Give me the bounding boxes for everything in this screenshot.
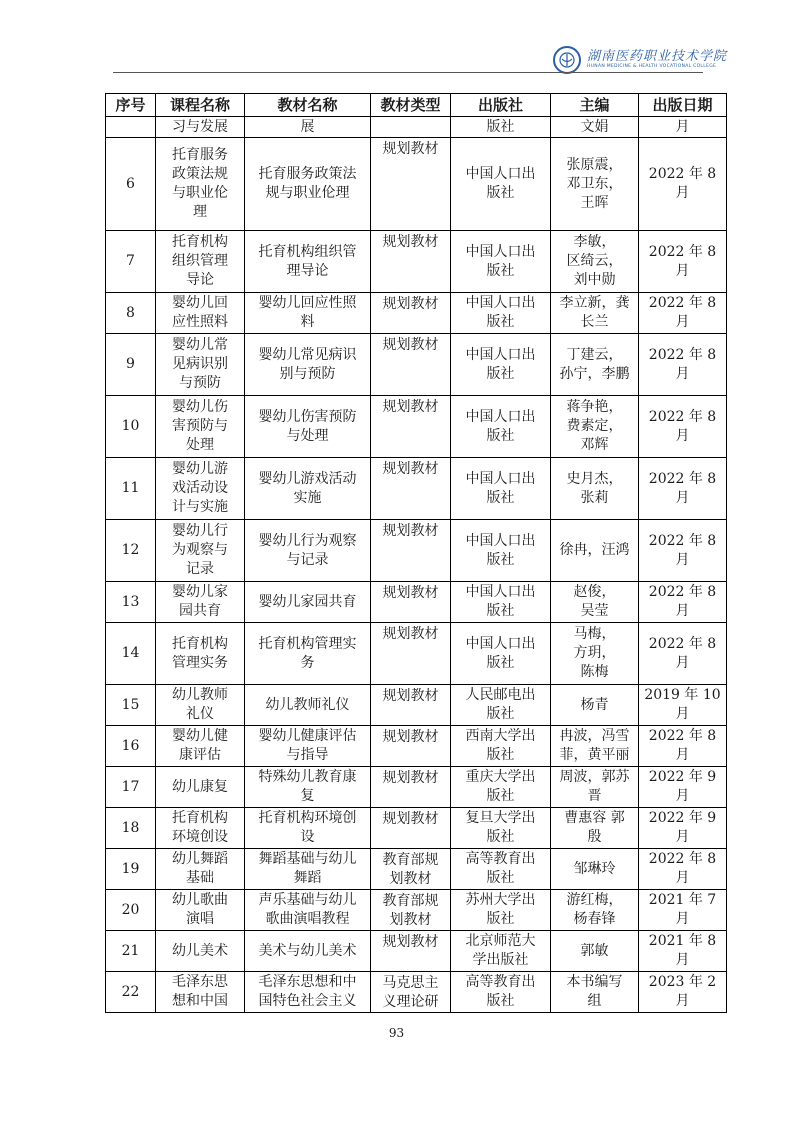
cell-course: 托育服务 政策法规 与职业伦 理 — [156, 138, 245, 231]
table-row — [106, 931, 727, 972]
cell-type: 规划教材 — [371, 138, 451, 231]
cell-number: 9 — [106, 334, 156, 396]
cell-book: 毛泽东思想和中 国特色社会主义 — [245, 972, 371, 1013]
cell-date: 2019 年 10 月 — [639, 685, 727, 726]
table-row — [106, 334, 727, 396]
cell-date: 2022 年 8 月 — [639, 849, 727, 890]
table-row — [106, 231, 727, 293]
table-row — [106, 972, 727, 1013]
column-header-type: 教材类型 — [371, 94, 451, 117]
cell-book: 托育机构管理实 务 — [245, 623, 371, 685]
cell-editor: 文娟 — [551, 117, 639, 138]
cell-publisher: 高等教育出 版社 — [451, 972, 551, 1013]
cell-editor: 李敏， 区绮云， 刘中勋 — [551, 231, 639, 293]
cell-course: 婴幼儿常 见病识别 与预防 — [156, 334, 245, 396]
cell-course: 幼儿舞蹈 基础 — [156, 849, 245, 890]
cell-book: 婴幼儿回应性照 料 — [245, 293, 371, 334]
cell-editor: 张原震， 邓卫东， 王晖 — [551, 138, 639, 231]
table-row — [106, 582, 727, 623]
column-header-editor: 主编 — [551, 94, 639, 117]
cell-course: 托育机构 组织管理 导论 — [156, 231, 245, 293]
cell-number: 18 — [106, 808, 156, 849]
cell-date: 2022 年 8 月 — [639, 293, 727, 334]
cell-date: 2022 年 8 月 — [639, 458, 727, 520]
cell-date: 2022 年 8 月 — [639, 334, 727, 396]
cell-publisher: 苏州大学出 版社 — [451, 890, 551, 931]
cell-editor: 邹琳玲 — [551, 849, 639, 890]
cell-date: 2022 年 8 月 — [639, 582, 727, 623]
table-row — [106, 849, 727, 890]
page-number: 93 — [388, 1026, 405, 1040]
cell-book: 婴幼儿伤害预防 与处理 — [245, 396, 371, 458]
cell-book: 舞蹈基础与幼儿 舞蹈 — [245, 849, 371, 890]
column-header-course: 课程名称 — [156, 94, 245, 117]
cell-course: 婴幼儿游 戏活动设 计与实施 — [156, 458, 245, 520]
cell-course: 幼儿康复 — [156, 767, 245, 808]
cell-date: 2022 年 8 月 — [639, 726, 727, 767]
cell-book: 特殊幼儿教育康 复 — [245, 767, 371, 808]
cell-publisher: 中国人口出 版社 — [451, 334, 551, 396]
cell-type: 规划教材 — [371, 458, 451, 520]
logo-english-name: HUNAN MEDICINE & HEALTH VOCATIONAL COLLEGE — [587, 64, 717, 70]
cell-book: 托育机构组织管 理导论 — [245, 231, 371, 293]
cell-editor: 周波，郭苏 晋 — [551, 767, 639, 808]
table-row — [106, 808, 727, 849]
cell-book: 婴幼儿常见病识 别与预防 — [245, 334, 371, 396]
cell-date: 2022 年 9 月 — [639, 767, 727, 808]
cell-editor: 郭敏 — [551, 931, 639, 972]
cell-course: 婴幼儿行 为观察与 记录 — [156, 520, 245, 582]
cell-book: 婴幼儿家园共育 — [245, 582, 371, 623]
cell-date: 2021 年 7 月 — [639, 890, 727, 931]
college-logo — [553, 46, 727, 74]
cell-book: 托育机构环境创 设 — [245, 808, 371, 849]
cell-course: 毛泽东思 想和中国 — [156, 972, 245, 1013]
table-body — [106, 117, 727, 1013]
cell-editor: 赵俊， 吴莹 — [551, 582, 639, 623]
cell-date: 2022 年 8 月 — [639, 138, 727, 231]
table-row — [106, 520, 727, 582]
cell-editor: 曹惠容 郭 殷 — [551, 808, 639, 849]
cell-course: 婴幼儿家 园共育 — [156, 582, 245, 623]
cell-date: 2023 年 2 月 — [639, 972, 727, 1013]
cell-editor: 徐冉，汪鸿 — [551, 520, 639, 582]
cell-date: 2022 年 8 月 — [639, 231, 727, 293]
cell-type: 规划教材 — [371, 396, 451, 458]
cell-editor: 冉波，冯雪 菲，黄平丽 — [551, 726, 639, 767]
table-row — [106, 685, 727, 726]
table-row — [106, 396, 727, 458]
table-row — [106, 767, 727, 808]
logo-chinese-name: 湖南医药职业技术学院 — [587, 49, 728, 65]
cell-course: 托育机构 管理实务 — [156, 623, 245, 685]
column-header-publisher: 出版社 — [451, 94, 551, 117]
cell-publisher: 中国人口出 版社 — [451, 623, 551, 685]
cell-course: 幼儿教师 礼仪 — [156, 685, 245, 726]
cell-publisher: 中国人口出 版社 — [451, 231, 551, 293]
cell-editor: 马梅， 方玥， 陈梅 — [551, 623, 639, 685]
cell-type: 规划教材 — [371, 293, 451, 334]
cell-publisher: 中国人口出 版社 — [451, 138, 551, 231]
cell-number: 6 — [106, 138, 156, 231]
cell-publisher: 中国人口出 版社 — [451, 293, 551, 334]
cell-date: 2022 年 8 月 — [639, 396, 727, 458]
cell-publisher: 高等教育出 版社 — [451, 849, 551, 890]
cell-type: 马克思主 义理论研 — [371, 972, 451, 1013]
table-row — [106, 117, 727, 138]
cell-number: 19 — [106, 849, 156, 890]
cell-number: 12 — [106, 520, 156, 582]
cell-course: 婴幼儿伤 害预防与 处理 — [156, 396, 245, 458]
cell-book: 展 — [245, 117, 371, 138]
table-row — [106, 623, 727, 685]
cell-book: 婴幼儿游戏活动 实施 — [245, 458, 371, 520]
cell-number: 7 — [106, 231, 156, 293]
cell-type: 规划教材 — [371, 808, 451, 849]
cell-type: 规划教材 — [371, 231, 451, 293]
cell-course: 婴幼儿回 应性照料 — [156, 293, 245, 334]
column-header-number: 序号 — [106, 94, 156, 117]
cell-book: 婴幼儿行为观察 与记录 — [245, 520, 371, 582]
cell-publisher: 中国人口出 版社 — [451, 458, 551, 520]
cell-publisher: 人民邮电出 版社 — [451, 685, 551, 726]
cell-number: 17 — [106, 767, 156, 808]
cell-type: 教育部规 划教材 — [371, 849, 451, 890]
cell-editor: 杨青 — [551, 685, 639, 726]
cell-book: 幼儿教师礼仪 — [245, 685, 371, 726]
cell-number: 21 — [106, 931, 156, 972]
cell-type: 规划教材 — [371, 334, 451, 396]
cell-course: 幼儿歌曲 演唱 — [156, 890, 245, 931]
cell-type: 规划教材 — [371, 931, 451, 972]
cell-book: 托育服务政策法 规与职业伦理 — [245, 138, 371, 231]
cell-publisher: 北京师范大 学出版社 — [451, 931, 551, 972]
cell-book: 婴幼儿健康评估 与指导 — [245, 726, 371, 767]
cell-editor: 本书编写 组 — [551, 972, 639, 1013]
cell-publisher: 中国人口出 版社 — [451, 582, 551, 623]
cell-type: 规划教材 — [371, 582, 451, 623]
table-row — [106, 726, 727, 767]
cell-date: 2022 年 8 月 — [639, 623, 727, 685]
cell-number: 15 — [106, 685, 156, 726]
cell-course: 习与发展 — [156, 117, 245, 138]
cell-publisher: 重庆大学出 版社 — [451, 767, 551, 808]
cell-editor: 蒋争艳， 费素定， 邓辉 — [551, 396, 639, 458]
cell-number — [106, 117, 156, 138]
table-row — [106, 293, 727, 334]
cell-course: 幼儿美术 — [156, 931, 245, 972]
cell-number: 8 — [106, 293, 156, 334]
cell-type: 规划教材 — [371, 520, 451, 582]
cell-type — [371, 117, 451, 138]
cell-publisher: 版社 — [451, 117, 551, 138]
college-emblem-icon — [553, 46, 581, 74]
cell-date: 月 — [639, 117, 727, 138]
cell-number: 14 — [106, 623, 156, 685]
table-header-row — [106, 94, 727, 117]
cell-date: 2022 年 8 月 — [639, 520, 727, 582]
cell-publisher: 中国人口出 版社 — [451, 520, 551, 582]
cell-book: 声乐基础与幼儿 歌曲演唱教程 — [245, 890, 371, 931]
cell-editor: 游红梅， 杨春锋 — [551, 890, 639, 931]
cell-number: 22 — [106, 972, 156, 1013]
table-row — [106, 458, 727, 520]
cell-number: 10 — [106, 396, 156, 458]
cell-type: 教育部规 划教材 — [371, 890, 451, 931]
column-header-date: 出版日期 — [639, 94, 727, 117]
cell-type: 规划教材 — [371, 767, 451, 808]
textbook-table — [105, 93, 727, 1013]
cell-type: 规划教材 — [371, 685, 451, 726]
cell-editor: 丁建云， 孙宁，李鹏 — [551, 334, 639, 396]
cell-editor: 李立新，龚 长兰 — [551, 293, 639, 334]
header-divider — [113, 72, 703, 73]
cell-number: 11 — [106, 458, 156, 520]
cell-course: 托育机构 环境创设 — [156, 808, 245, 849]
table-row — [106, 890, 727, 931]
cell-type: 规划教材 — [371, 726, 451, 767]
cell-date: 2021 年 8 月 — [639, 931, 727, 972]
cell-date: 2022 年 9 月 — [639, 808, 727, 849]
cell-type: 规划教材 — [371, 623, 451, 685]
column-header-book: 教材名称 — [245, 94, 371, 117]
cell-book: 美术与幼儿美术 — [245, 931, 371, 972]
cell-publisher: 中国人口出 版社 — [451, 396, 551, 458]
cell-publisher: 复旦大学出 版社 — [451, 808, 551, 849]
cell-publisher: 西南大学出 版社 — [451, 726, 551, 767]
table-row — [106, 138, 727, 231]
cell-number: 16 — [106, 726, 156, 767]
cell-course: 婴幼儿健 康评估 — [156, 726, 245, 767]
cell-number: 13 — [106, 582, 156, 623]
cell-number: 20 — [106, 890, 156, 931]
cell-editor: 史月杰， 张莉 — [551, 458, 639, 520]
